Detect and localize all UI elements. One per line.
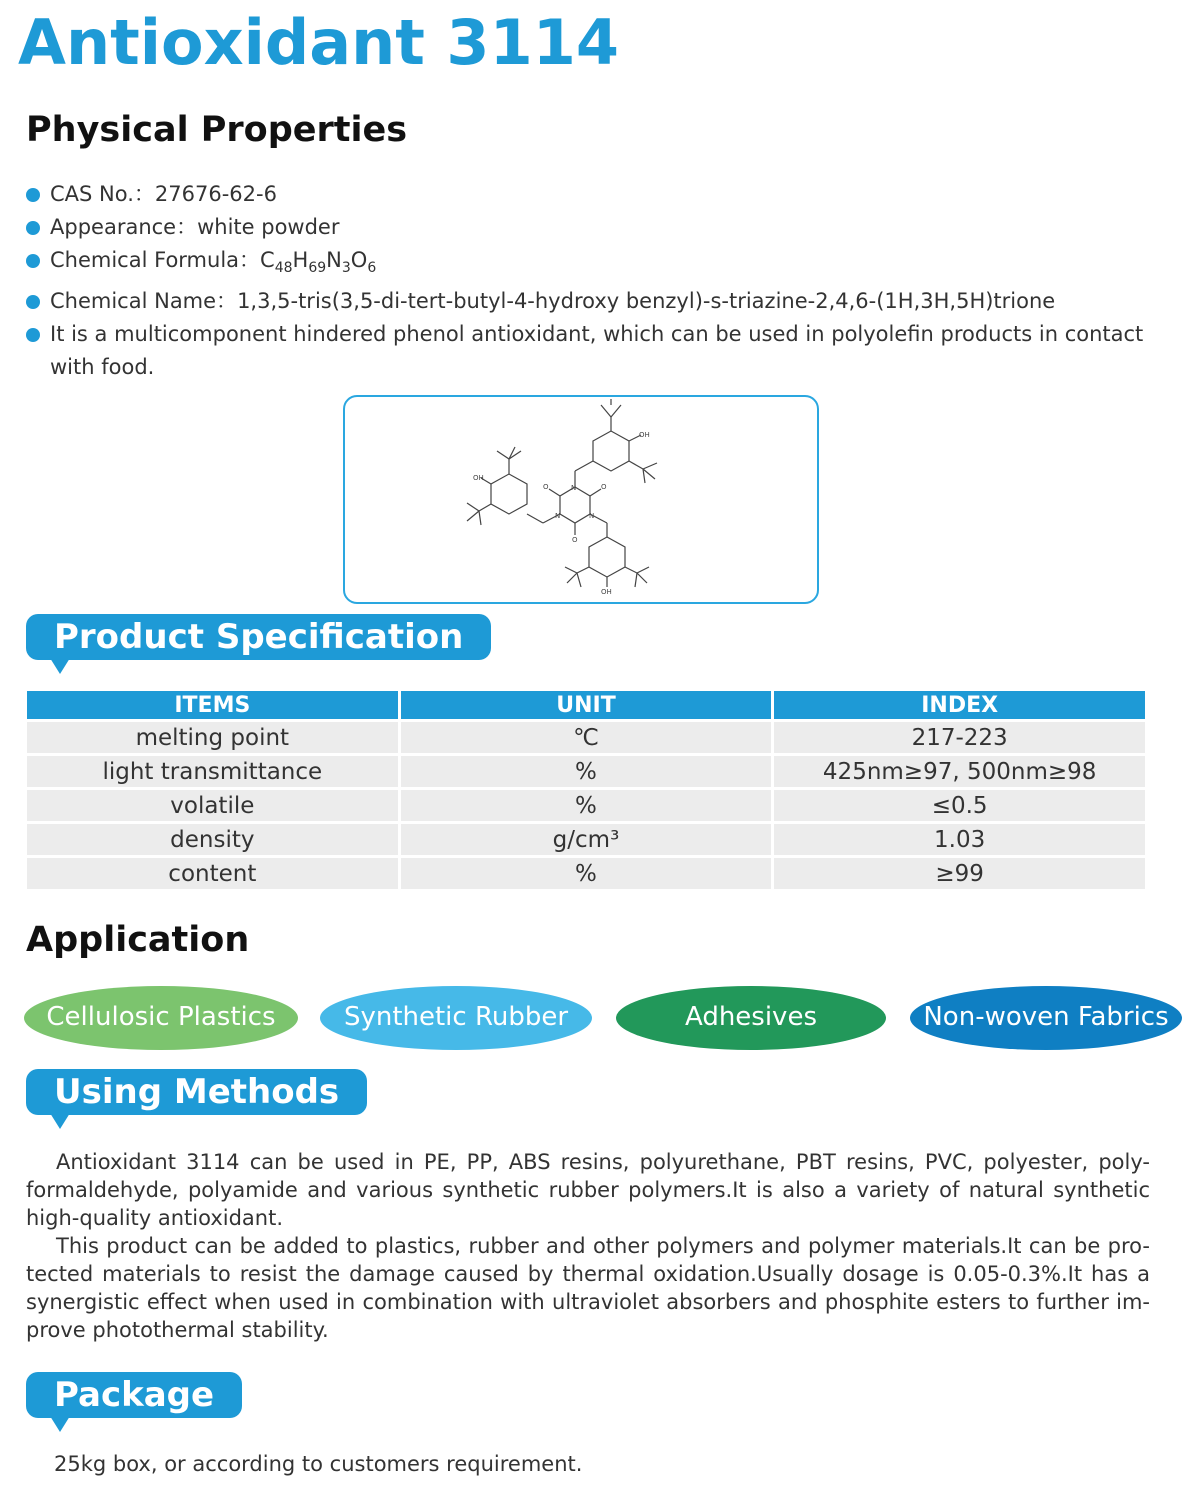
speech-tail-icon (50, 658, 70, 674)
table-cell: % (401, 858, 772, 889)
property-value: white powder (197, 215, 340, 239)
table-cell: g/cm³ (401, 824, 772, 855)
speech-tail-icon (50, 1416, 70, 1432)
column-header: INDEX (774, 691, 1145, 719)
svg-text:N: N (589, 512, 595, 520)
benzene-ring-left (491, 474, 527, 514)
physical-properties-heading: Physical Properties (26, 110, 408, 150)
svg-text:OH: OH (639, 431, 650, 439)
list-item (24, 211, 1174, 244)
table-cell: 217-223 (774, 722, 1145, 753)
table-row (27, 858, 1145, 889)
list-item (24, 244, 1174, 285)
table-cell: 425nm≥97, 500nm≥98 (774, 756, 1145, 787)
application-pills (24, 986, 1184, 1050)
table-row (27, 756, 1145, 787)
property-label: Appearance： (50, 215, 198, 239)
table-cell: content (27, 858, 398, 889)
property-label: CAS No.： (50, 182, 155, 206)
chemical-structure-diagram (345, 397, 817, 602)
svg-text:O: O (543, 483, 549, 491)
svg-text:OH: OH (601, 588, 612, 596)
application-pill: Synthetic Rubber (320, 986, 592, 1050)
application-heading: Application (26, 920, 250, 960)
table-cell: light transmittance (27, 756, 398, 787)
list-item (24, 285, 1174, 318)
using-methods-paragraph: This product can be added to plastics, rubber and other polymers and polymer materials.It can be pro-tected materials to resist the damage caused by thermal oxidation.Usually dosage is 0.05-0.3%.It has a synergistic effect when used in combination with ultraviolet absorbers and phosphite esters to further im-prove photothermal stability. (26, 1234, 1150, 1342)
property-value: It is a multicomponent hindered phenol antioxidant, which can be used in polyolefin products in contact with food. (50, 322, 1144, 380)
package-heading: Package (26, 1372, 242, 1418)
application-pill: Non-woven Fabrics (910, 986, 1182, 1050)
table-cell: 1.03 (774, 824, 1145, 855)
svg-text:O: O (572, 536, 578, 544)
table-header-row (27, 691, 1145, 719)
svg-text:N: N (571, 484, 577, 492)
specification-table (24, 688, 1148, 892)
benzene-ring-bottom (589, 537, 625, 577)
bullet-dot-icon (26, 254, 40, 268)
physical-properties-list (24, 178, 1174, 384)
chemical-formula: $C_{48}H_{69}N_3O_6$ (260, 248, 377, 277)
svg-text:N: N (555, 512, 561, 520)
product-specification-heading: Product Specification (26, 614, 491, 660)
property-label: Chemical Name： (50, 289, 238, 314)
table-cell: ≤0.5 (774, 790, 1145, 821)
speech-tail-icon (50, 1113, 70, 1129)
using-methods-paragraph: Antioxidant 3114 can be used in PE, PP, ABS resins, polyurethane, PBT resins, PVC, polyester, poly-formaldehyde, polyamide and various synthetic rubber polymers.It is also a variety of natural synthetic high-quality antioxidant. (26, 1150, 1150, 1230)
table-cell: % (401, 790, 772, 821)
table-cell: ℃ (401, 722, 772, 753)
using-methods-heading: Using Methods (26, 1069, 367, 1115)
triazine-ring (560, 487, 590, 523)
table-row (27, 790, 1145, 821)
property-value: 1,3,5-tris(3,5-di-tert-butyl-4-hydroxy benzyl)-s-triazine-2,4,6-(1H,3H,5H)trione (237, 289, 1056, 314)
table-cell: volatile (27, 790, 398, 821)
list-item (24, 178, 1174, 211)
column-header: ITEMS (27, 691, 398, 719)
application-pill: Adhesives (616, 986, 886, 1050)
bullet-dot-icon (26, 295, 40, 309)
column-header: UNIT (401, 691, 772, 719)
svg-text:OH: OH (473, 474, 484, 482)
benzene-ring-top (593, 431, 629, 471)
bullet-dot-icon (26, 221, 40, 235)
table-row (27, 824, 1145, 855)
table-cell: ≥99 (774, 858, 1145, 889)
table-cell: % (401, 756, 772, 787)
property-label: Chemical Formula： (50, 248, 261, 272)
chemical-structure-panel (343, 395, 819, 604)
table-cell: melting point (27, 722, 398, 753)
list-item (24, 318, 1174, 384)
bullet-dot-icon (26, 328, 40, 342)
table-row (27, 722, 1145, 753)
bullet-dot-icon (26, 188, 40, 202)
svg-text:O: O (601, 483, 607, 491)
application-pill: Cellulosic Plastics (24, 986, 298, 1050)
package-text: 25kg box, or according to customers requirement. (54, 1452, 583, 1476)
property-value: 27676-62-6 (154, 182, 277, 206)
table-cell: density (27, 824, 398, 855)
page-title: Antioxidant 3114 (18, 6, 619, 79)
